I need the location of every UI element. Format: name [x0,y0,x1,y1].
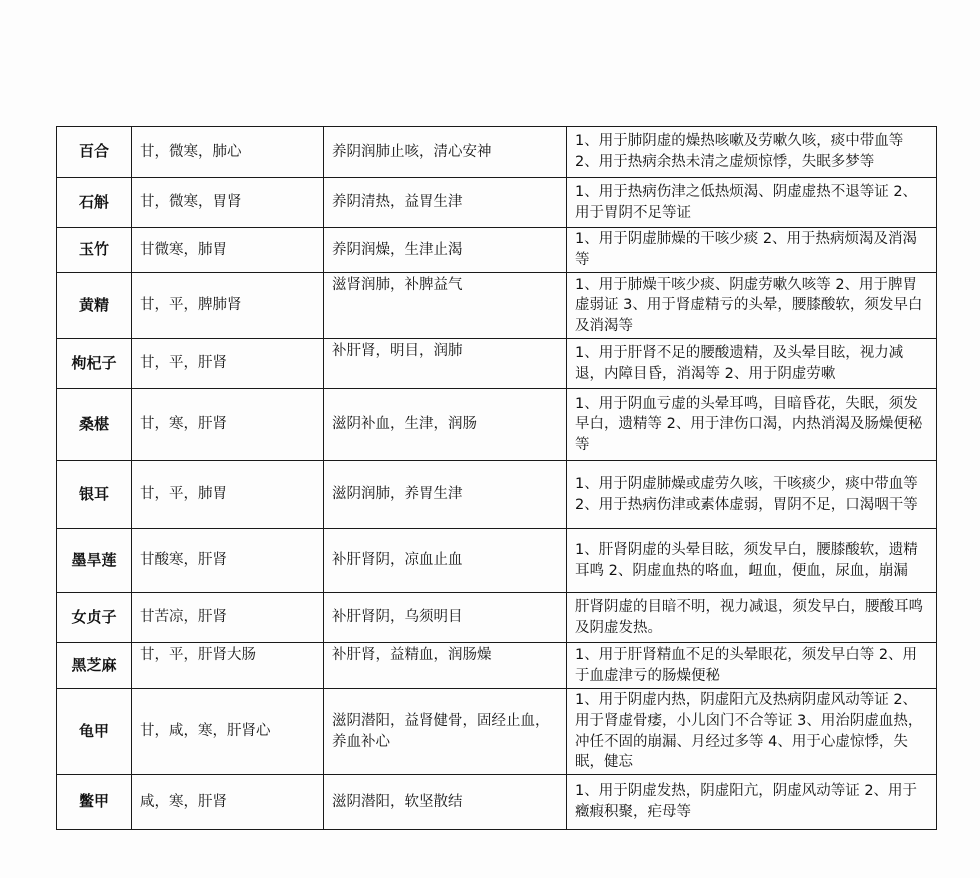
table-row [57,689,937,775]
table-row [57,228,937,273]
herb-nature: 甘微寒，肺胃 [132,228,324,273]
herb-name: 黑芝麻 [57,643,132,689]
herb-nature: 咸，寒，肝肾 [132,775,324,830]
herb-effect: 滋肾润肺，补脾益气 [324,273,567,339]
herb-name: 石斛 [57,178,132,228]
table-row [57,529,937,593]
herb-effect: 养阴润肺止咳，清心安神 [324,127,567,178]
herb-name: 玉竹 [57,228,132,273]
herb-effect: 补肝肾阴，乌须明目 [324,593,567,643]
herb-usage: 1、用于阴虚肺燥的干咳少痰 2、用于热病烦渴及消渴等 [567,228,937,273]
herb-effect: 养阴润燥，生津止渴 [324,228,567,273]
herb-effect: 补肝肾，益精血，润肠燥 [324,643,567,689]
herb-name: 鳖甲 [57,775,132,830]
herb-name: 桑椹 [57,389,132,461]
table-row [57,643,937,689]
herb-name: 龟甲 [57,689,132,775]
herb-effect: 补肝肾，明目，润肺 [324,339,567,389]
herb-name: 银耳 [57,461,132,529]
herb-usage: 1、用于热病伤津之低热烦渴、阴虚虚热不退等证 2、用于胃阴不足等证 [567,178,937,228]
herb-usage: 1、用于阴血亏虚的头晕耳鸣，目暗昏花，失眠，须发早白，遗精等 2、用于津伤口渴，内热消渴及肠燥便秘等 [567,389,937,461]
herb-nature: 甘，咸，寒，肝肾心 [132,689,324,775]
herb-nature: 甘，微寒，肺心 [132,127,324,178]
herb-name: 黄精 [57,273,132,339]
herb-nature: 甘酸寒，肝肾 [132,529,324,593]
herb-usage: 1、用于肺燥干咳少痰、阴虚劳嗽久咳等 2、用于脾胃虚弱证 3、用于肾虚精亏的头晕，腰膝酸软，须发早白及消渴等 [567,273,937,339]
herb-table [56,126,937,830]
herb-effect: 滋阴潜阳，益肾健骨，固经止血，养血补心 [324,689,567,775]
herb-usage: 1、用于阴虚发热，阴虚阳亢，阴虚风动等证 2、用于癥瘕积聚，疟母等 [567,775,937,830]
herb-nature: 甘，微寒，胃肾 [132,178,324,228]
herb-usage: 1、用于肝肾精血不足的头晕眼花，须发早白等 2、用于血虚津亏的肠燥便秘 [567,643,937,689]
herb-effect: 滋阴润肺，养胃生津 [324,461,567,529]
herb-nature: 甘苦凉，肝肾 [132,593,324,643]
herb-nature: 甘，平，肺胃 [132,461,324,529]
herb-usage: 1、用于阴虚内热，阴虚阳亢及热病阴虚风动等证 2、用于肾虚骨痿，小儿囟门不合等证 3、用治阴虚血热，冲任不固的崩漏、月经过多等 4、用于心虚惊悸，失眠，健忘 [567,689,937,775]
herb-nature: 甘，平，肝肾大肠 [132,643,324,689]
herb-effect: 滋阴潜阳，软坚散结 [324,775,567,830]
herb-usage: 1、用于肝肾不足的腰酸遗精，及头晕目眩，视力减退，内障目昏，消渴等 2、用于阴虚劳嗽 [567,339,937,389]
herb-effect: 补肝肾阴，凉血止血 [324,529,567,593]
herb-name: 枸杞子 [57,339,132,389]
table-row [57,127,937,178]
herb-usage: 1、用于肺阴虚的燥热咳嗽及劳嗽久咳，痰中带血等 2、用于热病余热未清之虚烦惊悸，失眠多梦等 [567,127,937,178]
herb-nature: 甘，平，脾肺肾 [132,273,324,339]
herb-usage: 1、用于阴虚肺燥或虚劳久咳，干咳痰少，痰中带血等 2、用于热病伤津或素体虚弱，胃阴不足，口渴咽干等 [567,461,937,529]
table-row [57,273,937,339]
herb-effect: 滋阴补血，生津，润肠 [324,389,567,461]
herb-effect: 养阴清热，益胃生津 [324,178,567,228]
table-row [57,339,937,389]
herb-name: 百合 [57,127,132,178]
herb-usage: 1、肝肾阴虚的头晕目眩，须发早白，腰膝酸软，遗精耳鸣 2、阴虚血热的咯血，衄血，便血，尿血，崩漏 [567,529,937,593]
herb-nature: 甘，寒，肝肾 [132,389,324,461]
table-row [57,389,937,461]
herb-name: 女贞子 [57,593,132,643]
herb-nature: 甘，平，肝肾 [132,339,324,389]
table-row [57,775,937,830]
table-row [57,461,937,529]
table-row [57,178,937,228]
herb-name: 墨旱莲 [57,529,132,593]
table-row [57,593,937,643]
herb-usage: 肝肾阴虚的目暗不明，视力减退，须发早白，腰酸耳鸣及阴虚发热。 [567,593,937,643]
